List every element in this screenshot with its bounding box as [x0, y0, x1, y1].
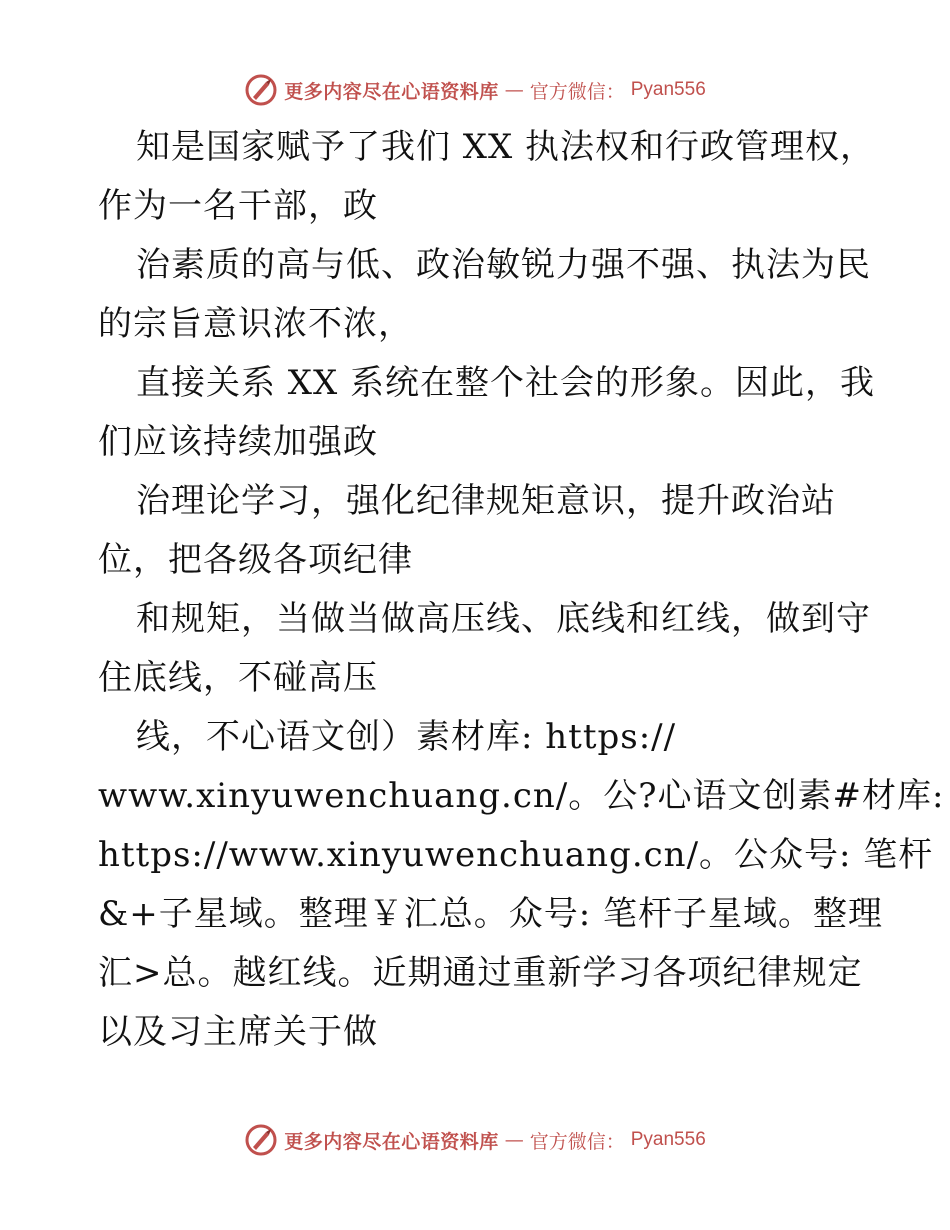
- header-brand-text: 更多内容尽在心语资料库: [284, 80, 499, 103]
- footer-wechat-id: Pyan556: [630, 1129, 706, 1150]
- body-line: 作为一名干部，政: [98, 186, 378, 226]
- body-line: 们应该持续加强政: [98, 422, 378, 462]
- header-wechat-id: Pyan556: [630, 79, 706, 100]
- body-line: 治素质的高与低、政治敏锐力强不强、执法为民: [136, 245, 871, 285]
- document-body: [98, 118, 945, 1062]
- body-line: 住底线，不碰高压: [98, 658, 378, 698]
- body-line: 治理论学习，强化纪律规矩意识，提升政治站: [136, 481, 836, 521]
- quill-pen-logo-icon: [244, 73, 278, 107]
- header-wechat-label: 官方微信：: [529, 80, 625, 103]
- page-footer: [0, 1120, 950, 1160]
- page-header: [0, 70, 950, 110]
- body-line: 知是国家赋予了我们 XX 执法权和行政管理权，: [136, 127, 876, 167]
- body-line: 以及习主席关于做: [98, 1012, 378, 1052]
- header-separator: —: [504, 79, 524, 101]
- footer-wechat-label: 官方微信：: [529, 1130, 625, 1153]
- header-banner: [244, 73, 706, 107]
- footer-separator: —: [504, 1129, 524, 1151]
- body-line: 直接关系 XX 系统在整个社会的形象。因此，我: [136, 363, 876, 403]
- body-line: 位，把各级各项纪律: [98, 540, 413, 580]
- footer-brand-text: 更多内容尽在心语资料库: [284, 1130, 499, 1153]
- body-line: &+子星域。整理￥汇总。众号: 笔杆子星域。整理: [98, 894, 884, 934]
- quill-pen-logo-icon: [244, 1123, 278, 1157]
- body-line: https://www.xinyuwenchuang.cn/。公众号: 笔杆: [98, 835, 934, 875]
- body-line: 和规矩，当做当做高压线、底线和红线，做到守: [136, 599, 871, 639]
- body-line: 汇>总。越红线。近期通过重新学习各项纪律规定: [98, 953, 863, 993]
- body-line: www.xinyuwenchuang.cn/。公?心语文创素#材库:: [98, 776, 945, 816]
- footer-banner: [244, 1123, 706, 1157]
- body-line: 的宗旨意识浓不浓，: [98, 304, 413, 344]
- body-line: 线，不心语文创）素材库: https://: [136, 717, 677, 757]
